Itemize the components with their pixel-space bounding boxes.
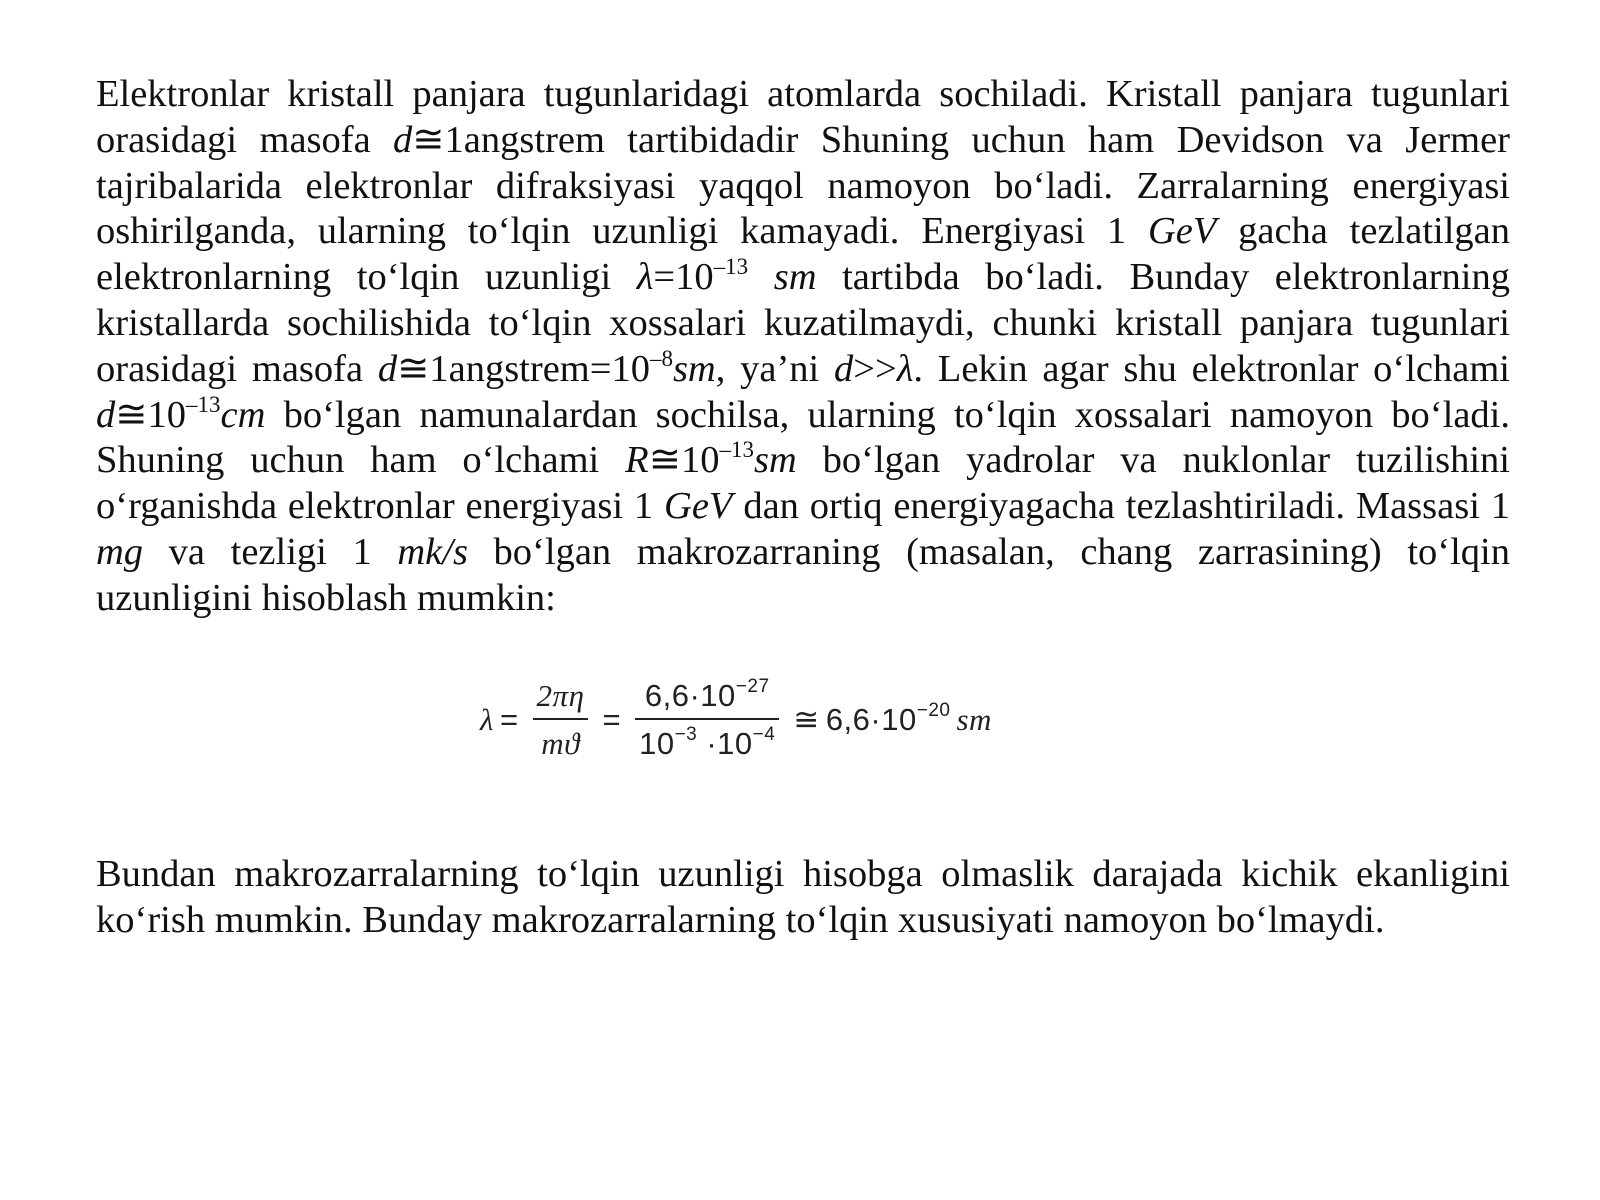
unit-cm: cm — [220, 393, 266, 436]
var-d: d — [377, 347, 398, 390]
text-segment: bo‘lgan namunalardan sochilsa, ularning to‘lqin xossalari namoyon bo‘ladi. Shuning uchun ham o‘lchami — [96, 393, 1510, 482]
formula-lambda: λ — [480, 701, 494, 737]
text-segment: ≅10 — [115, 393, 187, 436]
unit-mg: mg — [96, 530, 144, 573]
fraction-hbar-over-mv — [533, 678, 589, 762]
text-segment: dan ortiq energiyagacha tezlashtiriladi. Massasi 1 — [732, 485, 1511, 528]
fraction-denominator: mϑ — [541, 725, 580, 761]
fraction-numerator: 2πη — [536, 677, 585, 713]
text-segment: bo‘lgan yadrolar va nuklonlar tuzilishini o‘rganishda elektronlar energiyasi 1 — [96, 439, 1510, 528]
text-segment: ≅1angstrem tartibidadir Shuning uchun ham Devidson va Jermer tajribalarida elektronlar difraksiyasi yaqqol namoyon bo‘ladi. Zarralarning energiyasi oshirilganda, ularning to‘lqin uzunligi kamayadi. Energiyasi 1 — [96, 118, 1510, 253]
formula-approx: ≅ — [793, 701, 820, 737]
exponent: −4 — [752, 723, 776, 745]
formula-equals: = — [499, 701, 519, 737]
text-segment: Elektronlar kristall panjara tugunlaridagi atomlarda sochiladi. Kristall panjara tugunlari orasidagi masofa — [96, 73, 1510, 161]
formula-unit: sm — [956, 701, 992, 737]
var-d: d — [96, 393, 116, 436]
exponent: −27 — [735, 675, 770, 697]
exponent: −3 — [674, 723, 698, 745]
exponent: –13 — [186, 391, 221, 417]
text-segment: >> — [853, 347, 897, 390]
exponent: –13 — [719, 437, 754, 463]
exponent: –8 — [649, 345, 673, 371]
paragraph-conclusion: Bundan makrozarralarning to‘lqin uzunligi hisobga olmaslik darajada kichik ekanligini ko‘rish mumkin. Bunday makrozarralarning to‘lqin xususiyati namoyon bo‘lmaydi. — [96, 853, 1510, 941]
document-body — [96, 72, 1510, 622]
text-segment: ≅1angstrem=10 — [397, 347, 650, 390]
var-r: R — [625, 439, 649, 482]
unit-sm: sm — [748, 256, 817, 299]
fraction-bar — [635, 718, 779, 720]
text-segment: tartibda bo‘ladi. Bunday elektronlarning kristallarda sochilishida to‘lqin xossalari kuzatilmaydi, chunki kristall panjara tugunlari orasidagi masofa — [96, 256, 1510, 390]
exponent: −20 — [916, 699, 951, 721]
text-segment: bo‘lgan makrozarraning (masalan, chang zarrasining) to‘lqin uzunligini hisoblash mumkin: — [96, 530, 1510, 619]
exponent: –13 — [713, 254, 749, 280]
var-d: d — [834, 347, 854, 390]
wavelength-formula — [480, 672, 992, 767]
unit-sm: sm — [753, 439, 797, 482]
var-lambda: λ — [896, 347, 914, 390]
formula-result — [825, 699, 951, 738]
var-d: d — [393, 118, 413, 161]
denominator-base: 10 — [639, 725, 675, 761]
fraction-denominator — [635, 723, 779, 762]
fraction-bar — [533, 718, 589, 720]
text-segment: , ya’ni — [715, 347, 835, 390]
unit-sm: sm — [672, 347, 716, 390]
paragraph-electron-diffraction — [96, 72, 1510, 622]
denominator-base: ·10 — [697, 725, 753, 761]
result-base: 6,6·10 — [825, 701, 917, 737]
fraction-numerator — [641, 675, 774, 714]
formula-equals: = — [602, 701, 622, 737]
conclusion-block — [96, 852, 1510, 944]
text-segment: va tezligi 1 — [143, 530, 398, 573]
numerator-base: 6,6·10 — [644, 677, 736, 713]
var-lambda: λ — [636, 256, 654, 299]
fraction-numeric — [635, 675, 779, 762]
text-segment: . Lekin agar shu elektronlar o‘lchami — [913, 347, 1510, 390]
text-segment: gacha tezlatilgan elektronlarning to‘lqin uzunligi — [96, 210, 1510, 299]
unit-mks: mk/s — [397, 530, 468, 573]
text-segment: ≅10 — [648, 439, 720, 482]
unit-gev: GeV — [664, 485, 733, 528]
unit-gev: GeV — [1147, 210, 1217, 253]
text-segment: =10 — [653, 256, 714, 299]
